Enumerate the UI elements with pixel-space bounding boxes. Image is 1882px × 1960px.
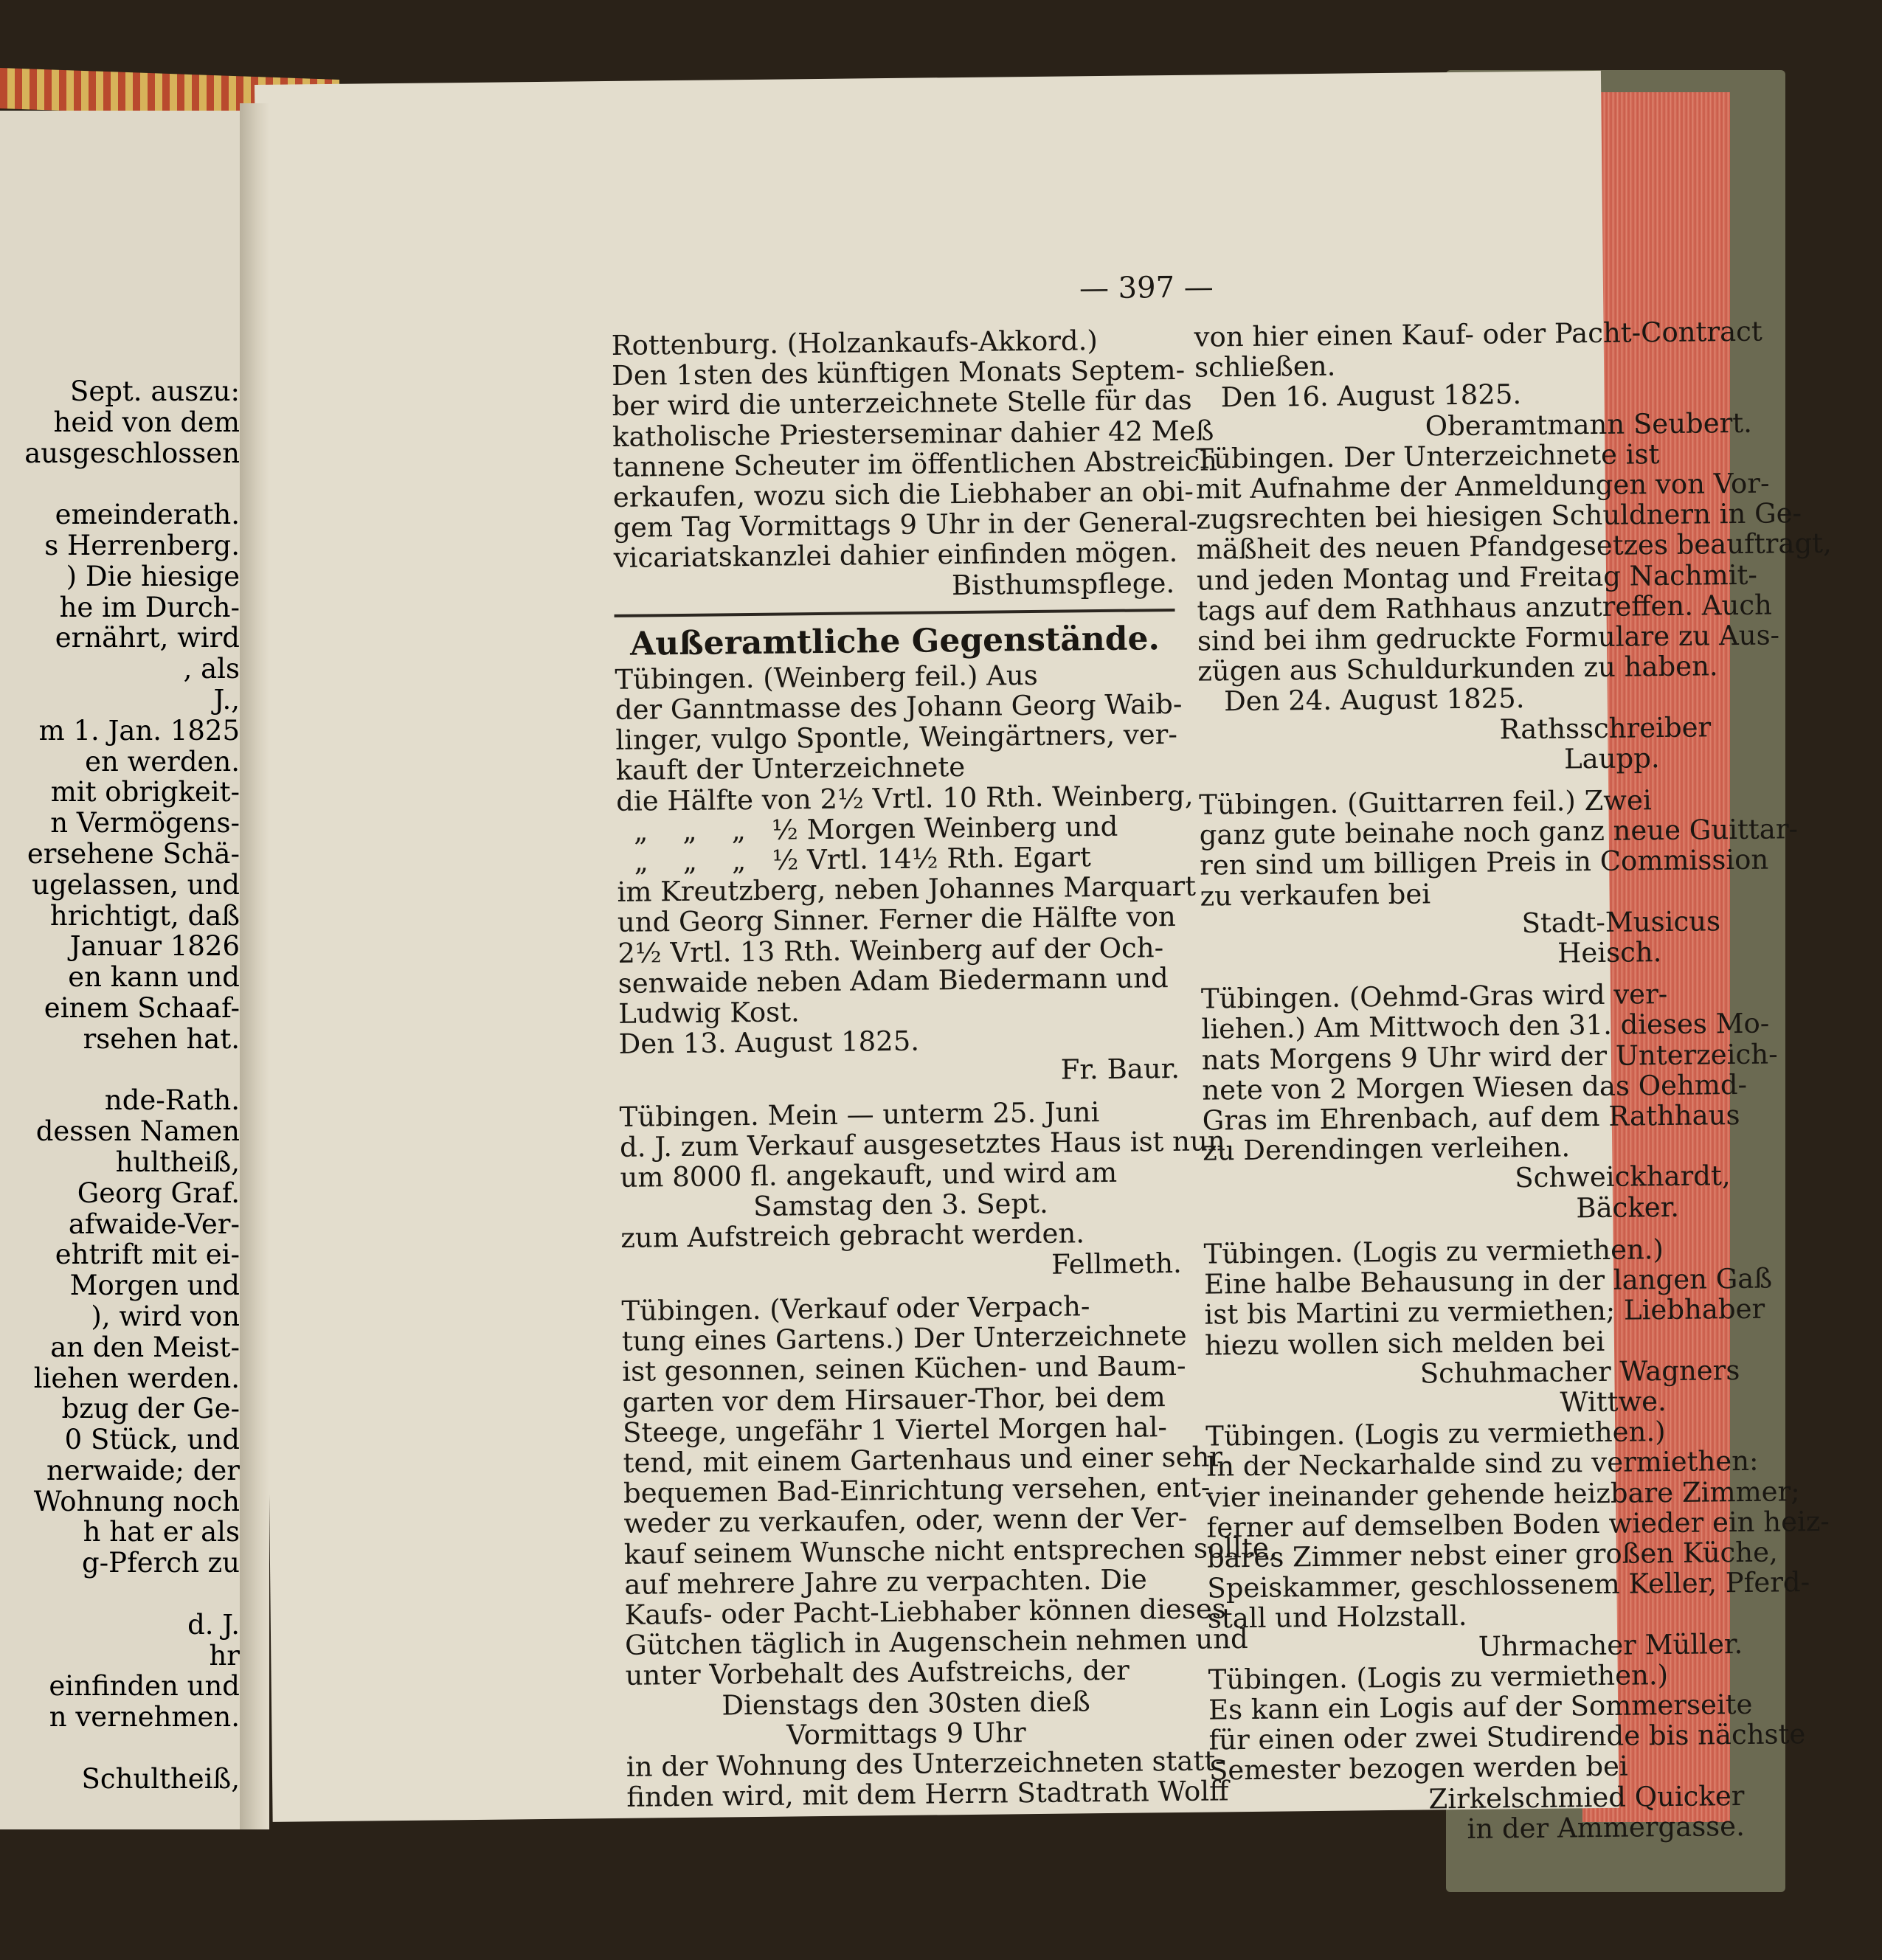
- text-line: tend, mit einem Gartenhaus und einer sehr: [623, 1441, 1223, 1479]
- left-page-line: afwaide-Ver-: [68, 1208, 240, 1240]
- page-number: — 397 —: [1079, 270, 1214, 306]
- text-line: Tübingen. (Oehmd-Gras wird ver-: [1200, 978, 1668, 1015]
- text-line: Eine halbe Behausung in der langen Gaß: [1203, 1262, 1773, 1301]
- notice-schuld: [1195, 437, 1833, 718]
- text-line: erkaufen, wozu sich die Liebhaber an obi-: [612, 475, 1194, 513]
- signature: Bisthumspflege.: [951, 567, 1175, 601]
- left-page-line: rsehen hat.: [83, 1022, 240, 1055]
- left-page-line: einem Schaaf-: [44, 991, 240, 1024]
- left-page-line: ugelassen, und: [32, 868, 240, 901]
- text-line: Es kann ein Logis auf der Sommerseite: [1208, 1688, 1753, 1726]
- notice-weinberg: [615, 659, 1197, 1061]
- divider-rule: [615, 609, 1175, 617]
- text-line: gem Tag Vormittags 9 Uhr in der General-: [613, 505, 1198, 544]
- text-line: nats Morgens 9 Uhr wird der Unterzeich-: [1201, 1038, 1778, 1076]
- text-line: zügen aus Schuldurkunden zu haben.: [1197, 650, 1718, 688]
- text-line: Tübingen. Mein — unterm 25. Juni: [619, 1095, 1100, 1133]
- text-line: liehen.) Am Mittwoch den 31. dieses Mo-: [1201, 1008, 1770, 1046]
- signature: Rathsschreiber: [1499, 711, 1712, 746]
- text-line: Speiskammer, geschlossenem Keller, Pferd-: [1207, 1566, 1810, 1604]
- left-page-line: hr: [209, 1639, 240, 1672]
- left-page-line: [4, 1733, 240, 1764]
- left-page-line: heid von dem: [53, 406, 240, 438]
- text-line: ferner auf demselben Boden wieder ein heiz-: [1206, 1505, 1830, 1544]
- notice-logis-2: [1205, 1416, 1830, 1635]
- text-line: Tübingen. (Logis zu vermiethen.): [1203, 1233, 1664, 1270]
- text-line: zu verkaufen bei: [1200, 878, 1431, 913]
- left-page-line: nerwaide; der: [46, 1454, 240, 1486]
- text-line: ber wird die unterzeichnete Stelle für das: [612, 384, 1192, 423]
- left-page-line: [4, 468, 240, 499]
- left-page-line: liehen werden.: [33, 1362, 240, 1394]
- signature: in der Ammergasse.: [1467, 1810, 1746, 1845]
- text-line: linger, vulgo Spontle, Weingärtners, ver-: [615, 718, 1178, 757]
- signature: Schuhmacher Wagners: [1419, 1354, 1740, 1390]
- text-line: für einen oder zwei Studirende bis nächste: [1208, 1718, 1806, 1756]
- text-line: vicariatskanzlei dahier einfinden mögen.: [613, 536, 1178, 575]
- left-page-line: m 1. Jan. 1825: [38, 714, 240, 747]
- text-line: mit Aufnahme der Anmeldungen von Vor-: [1195, 467, 1770, 505]
- left-page-line: g-Pferch zu: [82, 1547, 240, 1579]
- left-page-line: mit obrigkeit-: [50, 776, 240, 808]
- text-line: d. J. zum Verkauf ausgesetztes Haus ist nun: [619, 1125, 1225, 1163]
- text-line: Tübingen. Der Unterzeichnete ist: [1195, 437, 1660, 475]
- left-page-line: ausgeschlossen: [24, 437, 240, 469]
- left-page-line: Morgen und: [69, 1270, 240, 1302]
- text-line: zu Derendingen verleihen.: [1202, 1131, 1571, 1167]
- text-line: im Kreutzberg, neben Johannes Marquart: [617, 870, 1197, 909]
- left-page-line: Sept. auszu:: [70, 376, 240, 407]
- signature: Stadt-Musicus: [1521, 905, 1721, 939]
- text-line: Tübingen. (Weinberg feil.) Aus: [615, 659, 1038, 696]
- left-page-line: ersehene Schä-: [27, 837, 240, 870]
- notice-oehmd: [1200, 978, 1778, 1167]
- column-2: [1194, 315, 1833, 1847]
- text-line: Rottenburg. (Holzankaufs-Akkord.): [611, 325, 1099, 361]
- text-line: Gütchen täglich in Augenschein nehmen und: [624, 1623, 1248, 1661]
- text-line: stall und Holzstall.: [1207, 1600, 1467, 1635]
- text-line: Tübingen. (Logis zu vermiethen.): [1208, 1658, 1669, 1696]
- text-line: ren sind um billigen Preis in Commission: [1199, 844, 1769, 882]
- text-line: ist bis Martini zu vermiethen; Liebhaber: [1204, 1292, 1765, 1331]
- left-page-line: [4, 1055, 240, 1086]
- text-line: mäßheit des neuen Pfandgesetzes beauftragt,: [1196, 527, 1833, 567]
- text-line: bequemen Bad-Einrichtung versehen, ent-: [623, 1471, 1211, 1509]
- notice-rottenburg: [611, 325, 1218, 575]
- text-line: ist gesonnen, seinen Küchen- und Baum-: [622, 1350, 1186, 1388]
- text-line: auf mehrere Jahre zu verpachten. Die: [624, 1563, 1148, 1601]
- text-line: Tübingen. (Verkauf oder Verpach-: [621, 1290, 1090, 1327]
- notice-date: Dienstags den 30sten dieß: [722, 1685, 1090, 1722]
- left-page-line: Georg Graf.: [77, 1177, 240, 1209]
- text-line: nete von 2 Morgen Wiesen das Oehmd-: [1202, 1068, 1748, 1107]
- left-page-line: h hat er als: [83, 1516, 240, 1548]
- left-page-line: ) Die hiesige: [66, 560, 240, 592]
- notice-logis-1: [1203, 1233, 1773, 1362]
- text-line: „ „ „ ½ Morgen Weinberg und: [616, 810, 1118, 848]
- text-line: Den 16. August 1825.: [1194, 378, 1522, 415]
- notice-guitarren: [1199, 784, 1799, 913]
- left-page-line: hultheiß,: [115, 1146, 240, 1178]
- text-line: „ „ „ ½ Vrtl. 14½ Rth. Egart: [616, 841, 1091, 878]
- left-page-line: en werden.: [85, 745, 240, 778]
- text-line: Den 1sten des künftigen Monats Septem-: [611, 354, 1186, 392]
- text-line: tung eines Gartens.) Der Unterzeichnete: [621, 1319, 1187, 1357]
- text-line: Gras im Ehrenbach, auf dem Rathhaus: [1202, 1099, 1740, 1137]
- left-page-line: emeinderath.: [55, 499, 240, 531]
- left-page-line: bzug der Ge-: [61, 1393, 240, 1425]
- text-line: In der Neckarhalde sind zu vermiethen:: [1205, 1445, 1759, 1483]
- left-page-line: Wohnung noch: [33, 1485, 240, 1517]
- text-line: Steege, ungefähr 1 Viertel Morgen hal-: [622, 1410, 1168, 1449]
- left-page-line: [4, 1579, 240, 1610]
- signature: Fr. Baur.: [1060, 1053, 1180, 1087]
- signature: Laupp.: [1563, 741, 1660, 775]
- left-page-line: , als: [183, 653, 240, 685]
- notice-garten: [621, 1290, 1278, 1692]
- notice-date: Vormittags 9 Uhr: [786, 1716, 1026, 1751]
- text-line: der Ganntmasse des Johann Georg Waib-: [615, 688, 1183, 726]
- left-page-line: Januar 1826: [69, 930, 240, 963]
- left-page-line: n Vermögens-: [50, 807, 240, 839]
- notice-contract: [1194, 315, 1762, 415]
- text-line: um 8000 fl. angekauft, und wird am: [620, 1156, 1118, 1194]
- text-line: hiezu wollen sich melden bei: [1204, 1325, 1605, 1362]
- text-line: weder zu verkaufen, oder, wenn der Ver-: [623, 1502, 1188, 1540]
- text-line: zugsrechten bei hiesigen Schuldnern in Ge-: [1196, 497, 1802, 536]
- text-line: Ludwig Kost.: [617, 996, 800, 1030]
- text-line: Tübingen. (Logis zu vermiethen.): [1205, 1416, 1666, 1452]
- text-line: in der Wohnung des Unterzeichneten statt-: [626, 1745, 1225, 1783]
- signature: Heisch.: [1557, 936, 1662, 969]
- text-line: senwaide neben Adam Biedermann und: [617, 961, 1169, 1000]
- section-heading: Außeramtliche Gegenstände.: [629, 620, 1160, 663]
- signature: Fellmeth.: [1051, 1247, 1183, 1281]
- right-page: [255, 71, 1833, 1845]
- text-line: Kaufs- oder Pacht-Liebhaber können dieses: [624, 1593, 1226, 1631]
- text-line: unter Vorbehalt des Aufstreichs, der: [625, 1655, 1130, 1692]
- text-line: tags auf dem Rathhaus anzutreffen. Auch: [1197, 589, 1773, 627]
- text-line: kauf seinem Wunsche nicht entsprechen sollte,: [623, 1531, 1278, 1571]
- left-page-line: ernährt, wird: [55, 622, 240, 654]
- text-line: Tübingen. (Guittarren feil.) Zwei: [1199, 784, 1652, 821]
- text-line: sind bei ihm gedruckte Formulare zu Aus-: [1197, 619, 1780, 657]
- text-line: bares Zimmer nebst einer großen Küche,: [1206, 1536, 1778, 1574]
- left-page-line: an den Meist-: [50, 1331, 240, 1363]
- left-page-line: J.,: [213, 683, 240, 716]
- text-line: und jeden Montag und Freitag Nachmit-: [1196, 558, 1758, 597]
- left-page-line: d. J.: [187, 1608, 240, 1641]
- signature: Uhrmacher Müller.: [1478, 1627, 1743, 1663]
- text-line: finden wird, mit dem Herrn Stadtrath Wolff: [626, 1775, 1229, 1813]
- notice-date: Samstag den 3. Sept.: [753, 1188, 1048, 1223]
- left-page-line: dessen Namen: [35, 1115, 240, 1148]
- left-page-line: n vernehmen.: [49, 1701, 240, 1734]
- text-line: Den 13. August 1825.: [618, 1025, 920, 1061]
- left-page-line: ), wird von: [91, 1300, 240, 1332]
- signature: Schweickhardt,: [1515, 1160, 1731, 1194]
- book-gutter: [240, 103, 269, 1829]
- left-page-line: hrichtigt, daß: [49, 899, 240, 932]
- text-line: vier ineinander gehende heizbare Zimmer;: [1205, 1475, 1800, 1514]
- text-line: tannene Scheuter im öffentlichen Abstreich: [612, 445, 1218, 483]
- text-line: Den 24. August 1825.: [1197, 682, 1525, 718]
- text-line: schließen.: [1194, 350, 1336, 384]
- left-page-line: Schultheiß,: [81, 1762, 240, 1795]
- text-line: katholische Priesterseminar dahier 42 Meß: [612, 415, 1214, 453]
- left-page-line: nde-Rath.: [104, 1084, 240, 1117]
- signature: Zirkelschmied Quicker: [1428, 1779, 1745, 1815]
- text-line: Semester bezogen werden bei: [1208, 1750, 1628, 1787]
- text-line: garten vor dem Hirsauer-Thor, bei dem: [622, 1380, 1166, 1419]
- signature: Bäcker.: [1576, 1191, 1680, 1225]
- signature: Wittwe.: [1560, 1385, 1667, 1419]
- left-page-line: en kann und: [68, 961, 240, 994]
- text-line: die Hälfte von 2½ Vrtl. 10 Rth. Weinberg,: [615, 779, 1194, 817]
- left-page-line: einfinden und: [49, 1670, 240, 1703]
- text-line: ganz gute beinahe noch ganz neue Guittar-: [1199, 813, 1799, 851]
- text-line: von hier einen Kauf- oder Pacht-Contract: [1194, 315, 1762, 353]
- signature: Oberamtmann Seubert.: [1425, 406, 1753, 443]
- left-page-line: ehtrift mit ei-: [55, 1239, 240, 1271]
- text-line: und Georg Sinner. Ferner die Hälfte von: [617, 901, 1176, 939]
- left-page-line: he im Durch-: [59, 591, 240, 623]
- notice-garten-end: [626, 1745, 1229, 1813]
- text-line: 2½ Vrtl. 13 Rth. Weinberg auf der Och-: [617, 931, 1164, 969]
- notice-line: zum Aufstreich gebracht werden.: [620, 1217, 1085, 1255]
- left-page-text: [4, 376, 240, 1795]
- notice-logis-3: [1208, 1658, 1806, 1787]
- left-page-line: 0 Stück, und: [64, 1424, 240, 1456]
- left-page: [0, 111, 251, 1829]
- left-page-line: s Herrenberg.: [44, 529, 240, 561]
- notice-haus: [619, 1095, 1225, 1194]
- text-line: kauft der Unterzeichnete: [615, 751, 966, 787]
